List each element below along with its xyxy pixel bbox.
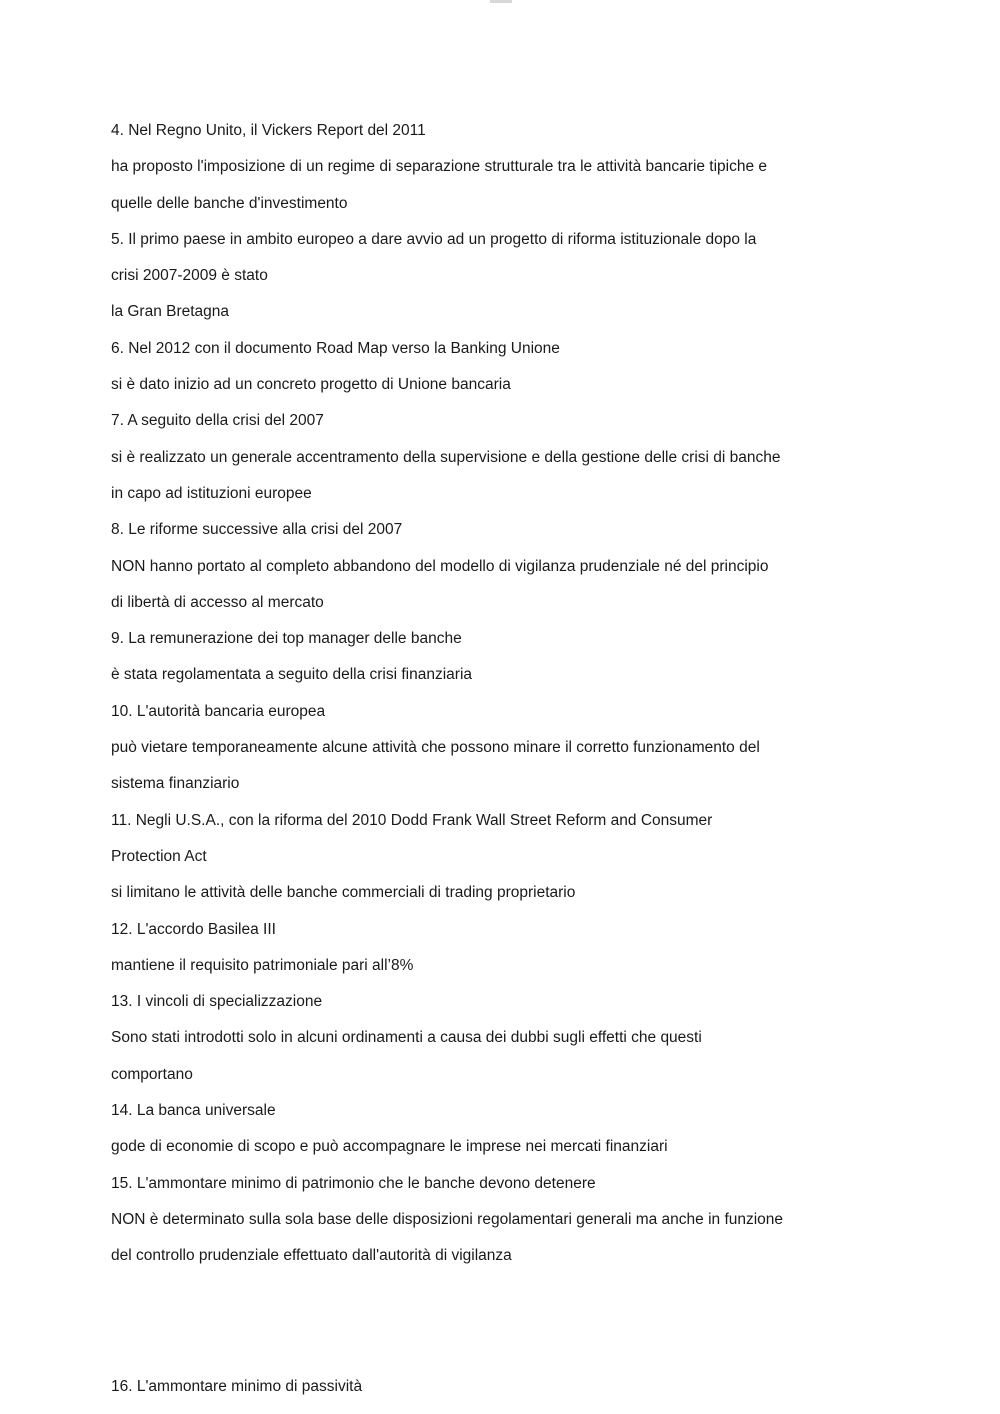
answer-14-line-1: gode di economie di scopo e può accompagnare le imprese nei mercati finanziari xyxy=(111,1138,668,1156)
question-11-cont: Protection Act xyxy=(111,847,207,865)
answer-9-line-1: è stata regolamentata a seguito della crisi finanziaria xyxy=(111,666,473,684)
answer-8-line-2: di libertà di accesso al mercato xyxy=(111,593,324,611)
question-4: 4. Nel Regno Unito, il Vickers Report del 2011 xyxy=(111,122,426,139)
answer-8-line-1: NON hanno portato al completo abbandono del modello di vigilanza prudenziale né del principio xyxy=(111,557,769,575)
answer-13-line-1: Sono stati introdotti solo in alcuni ordinamenti a causa dei dubbi sugli effetti che questi xyxy=(111,1029,702,1047)
question-16: 16. L'ammontare minimo di passività xyxy=(111,1377,363,1395)
answer-10-line-2: sistema finanziario xyxy=(111,775,240,793)
page-header-mark xyxy=(490,0,512,3)
answer-7-line-2: in capo ad istituzioni europee xyxy=(111,484,312,502)
answer-7-line-1: si è realizzato un generale accentramento della supervisione e della gestione delle crisi di banche xyxy=(111,448,781,466)
question-14: 14. La banca universale xyxy=(111,1102,276,1120)
question-15: 15. L'ammontare minimo di patrimonio che le banche devono detenere xyxy=(111,1174,596,1192)
answer-4-line-2: quelle delle banche d'investimento xyxy=(111,194,348,212)
section-gap xyxy=(111,1275,831,1369)
answer-10-line-1: può vietare temporaneamente alcune attività che possono minare il corretto funzionamento del xyxy=(111,739,760,757)
question-8: 8. Le riforme successive alla crisi del 2007 xyxy=(111,521,403,539)
question-5-cont: crisi 2007-2009 è stato xyxy=(111,267,268,285)
answer-6-line-1: si è dato inizio ad un concreto progetto di Unione bancaria xyxy=(111,376,511,394)
answer-11-line-1: si limitano le attività delle banche commerciali di trading proprietario xyxy=(111,884,576,902)
question-11: 11. Negli U.S.A., con la riforma del 2010 Dodd Frank Wall Street Reform and Consumer xyxy=(111,811,713,829)
answer-13-line-2: comportano xyxy=(111,1065,193,1083)
question-6: 6. Nel 2012 con il documento Road Map verso la Banking Unione xyxy=(111,339,560,357)
question-12: 12. L'accordo Basilea III xyxy=(111,920,276,938)
answer-12-line-1: mantiene il requisito patrimoniale pari all’8% xyxy=(111,956,414,974)
qa-list xyxy=(111,113,831,1405)
question-13: 13. I vincoli di specializzazione xyxy=(111,993,323,1011)
question-9: 9. La remunerazione dei top manager delle banche xyxy=(111,630,462,648)
answer-15-line-2: del controllo prudenziale effettuato dall'autorità di vigilanza xyxy=(111,1247,512,1265)
question-5: 5. Il primo paese in ambito europeo a dare avvio ad un progetto di riforma istituzionale dopo la xyxy=(111,230,757,248)
question-7: 7. A seguito della crisi del 2007 xyxy=(111,412,324,430)
answer-4-line-1: ha proposto l'imposizione di un regime di separazione strutturale tra le attività bancarie tipiche e xyxy=(111,158,768,176)
question-10: 10. L'autorità bancaria europea xyxy=(111,702,326,720)
answer-5-line-1: la Gran Bretagna xyxy=(111,303,230,321)
answer-15-line-1: NON è determinato sulla sola base delle disposizioni regolamentari generali ma anche in funzione xyxy=(111,1210,784,1228)
